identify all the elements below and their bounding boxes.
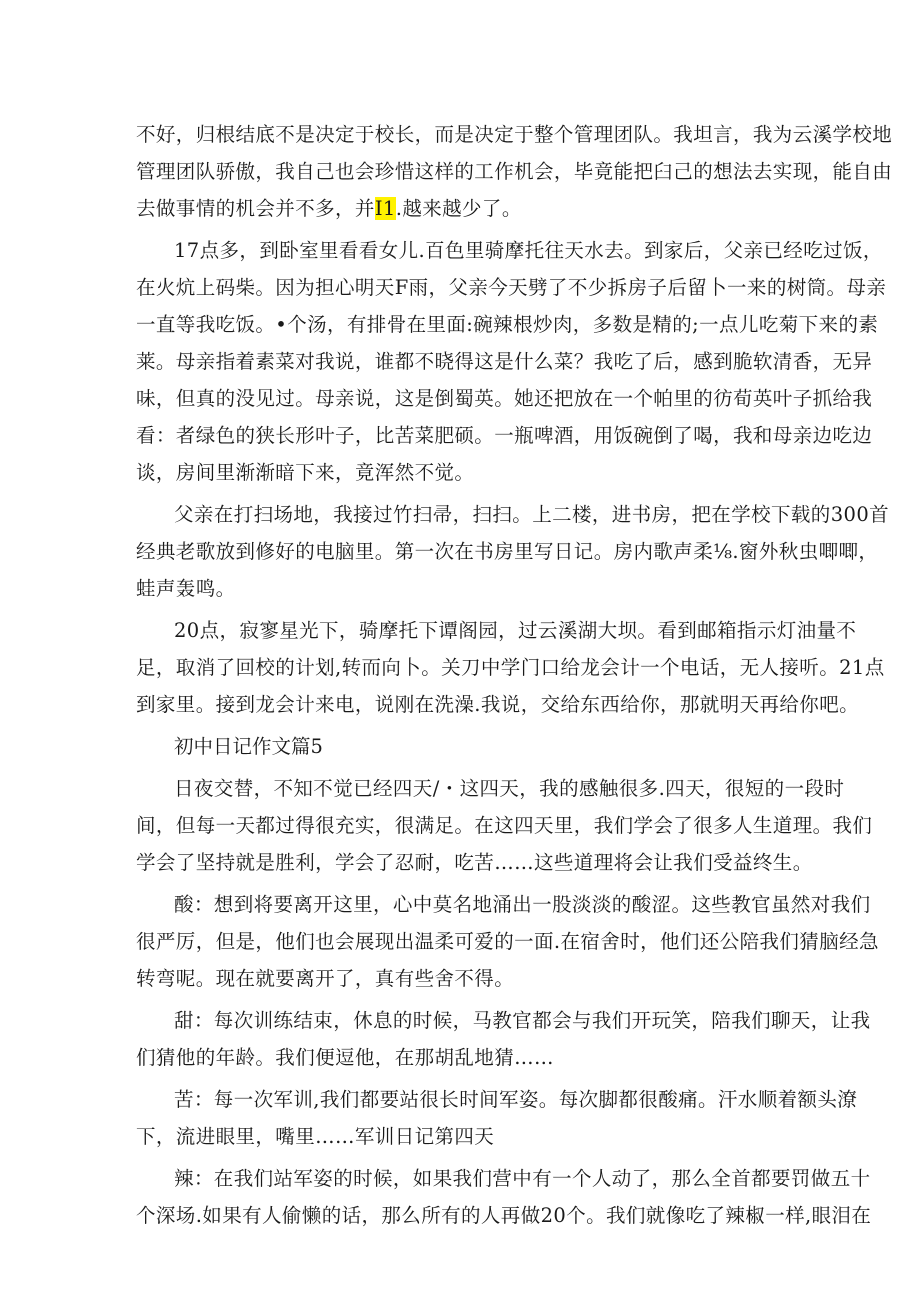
text-line: 管理团队骄傲，我自己也会珍惜这样的工作机会，毕竟能把臼己的想法去实现，能自由 xyxy=(136,160,893,183)
paragraph xyxy=(136,1160,872,1234)
text-line: 20点，寂寥星光下，骑摩托下谭阁园，过云溪湖大坝。看到邮箱指示灯油量不 xyxy=(174,619,857,642)
text-line: 味，但真的没见过。母亲说，这是倒蜀英。她还把放在一个帕里的彷荀英叶子抓给我 xyxy=(136,387,873,410)
text-line: 辣：在我们站军姿的时候，如果我们营中有一个人动了，那么全首都要罚做五十 xyxy=(174,1167,871,1190)
text-line: 转弯呢。现在就要离开了，真有些舍不得。 xyxy=(136,967,515,990)
text-line: 酸：想到将要离开这里，心中莫名地涌出一股淡淡的酸涩。这些教官虽然对我们 xyxy=(174,893,871,916)
text-line: 们猜他的年龄。我们便逗他，在那胡乱地猜…… xyxy=(136,1046,554,1069)
text-line: 日夜交替，不知不觉已经四天/・这四天，我的感触很多.四天，很短的一段时 xyxy=(174,777,845,800)
text-line: 17点多，到卧室里看看女儿.百色里骑摩托往天水去。到家后，父亲已经吃过饭， xyxy=(174,239,883,262)
paragraph xyxy=(136,232,887,491)
text-line: 到家里。接到龙会计来电，说刚在洗澡.我说，交给东西给你，那就明天再给你吧。 xyxy=(136,693,859,716)
text-line: 莱。母亲指着素菜对我说，谁都不晓得这是什么菜？我吃了后，感到脆软清香，无异 xyxy=(136,350,873,373)
text-line: 谈，房间里渐渐暗下来，竟浑然不觉。 xyxy=(136,461,475,484)
text-line: 不好，归根结底不是决定于校长，而是决定于整个管理团队。我坦言，我为云溪学校地 xyxy=(136,123,893,146)
text-line: 足，取消了回校的计划,转而向卜。关刀中学门口给龙会计一个电话，无人接听。21点 xyxy=(136,656,885,679)
text-line: 在火炕上码柴。因为担心明天F雨，父亲今天劈了不少拆房子后留卜一来的树筒。母亲 xyxy=(136,276,887,299)
text-line: 父亲在打扫场地，我接过竹扫帚，扫扫。上二楼，进书房，把在学校下载的300首 xyxy=(174,503,890,526)
text-segment: .越来越少了。 xyxy=(395,197,522,220)
paragraph xyxy=(136,1002,871,1076)
highlighted-text: I1 xyxy=(374,197,396,220)
text-line: 蛙声轰鸣。 xyxy=(136,577,236,600)
text-line: 学会了坚持就是胜利，学会了忍耐，吃苦……这些道理将会让我们受益终生。 xyxy=(136,851,813,874)
text-line: 经典老歌放到修好的电脑里。第一次在书房里写日记。房内歌声柔⅛.窗外秋虫唧唧， xyxy=(136,540,879,563)
text-line: 看：者绿色的狭长形叶子，比苦菜肥硕。一瓶啤酒，用饭碗倒了喝，我和母亲边吃边 xyxy=(136,424,873,447)
paragraph xyxy=(136,116,893,227)
text-line: 苦：每一次军训,我们都要站很长时间军姿。每次脚都很酸痛。汗水顺着额头潦 xyxy=(174,1088,858,1111)
paragraph xyxy=(136,496,890,607)
text-segment: 去做事情的机会并不多，并 xyxy=(136,197,375,220)
text-line: 甜：每次训练结束，休息的时候，马教官都会与我们开玩笑，陪我们聊天，让我 xyxy=(174,1009,871,1032)
paragraph xyxy=(136,886,879,997)
text-line: 间，但每一天都过得很充实，很满足。在这四天里，我们学会了很多人生道理。我们 xyxy=(136,814,873,837)
text-line: 个深场.如果有人偷懒的话，那么所有的人再做20个。我们就像吃了辣椒一样,眼泪在 xyxy=(136,1204,872,1227)
section-heading: 初中日记作文篇5 xyxy=(174,735,323,758)
text-line: 下，流进眼里，嘴里……军训日记第四天 xyxy=(136,1125,495,1148)
text-line: 一直等我吃饭。•个汤，有排骨在里面:碗辣根炒肉，多数是精的;一点儿吃菊下来的素 xyxy=(136,313,879,336)
text-line xyxy=(136,190,786,227)
document-page xyxy=(136,116,893,1239)
paragraph xyxy=(136,612,885,723)
text-line: 很严厉，但是，他们也会展现出温柔可爱的一面.在宿舍时，他们还公陪我们猜脑经急 xyxy=(136,930,879,953)
paragraph xyxy=(136,1081,858,1155)
paragraph xyxy=(136,770,873,881)
